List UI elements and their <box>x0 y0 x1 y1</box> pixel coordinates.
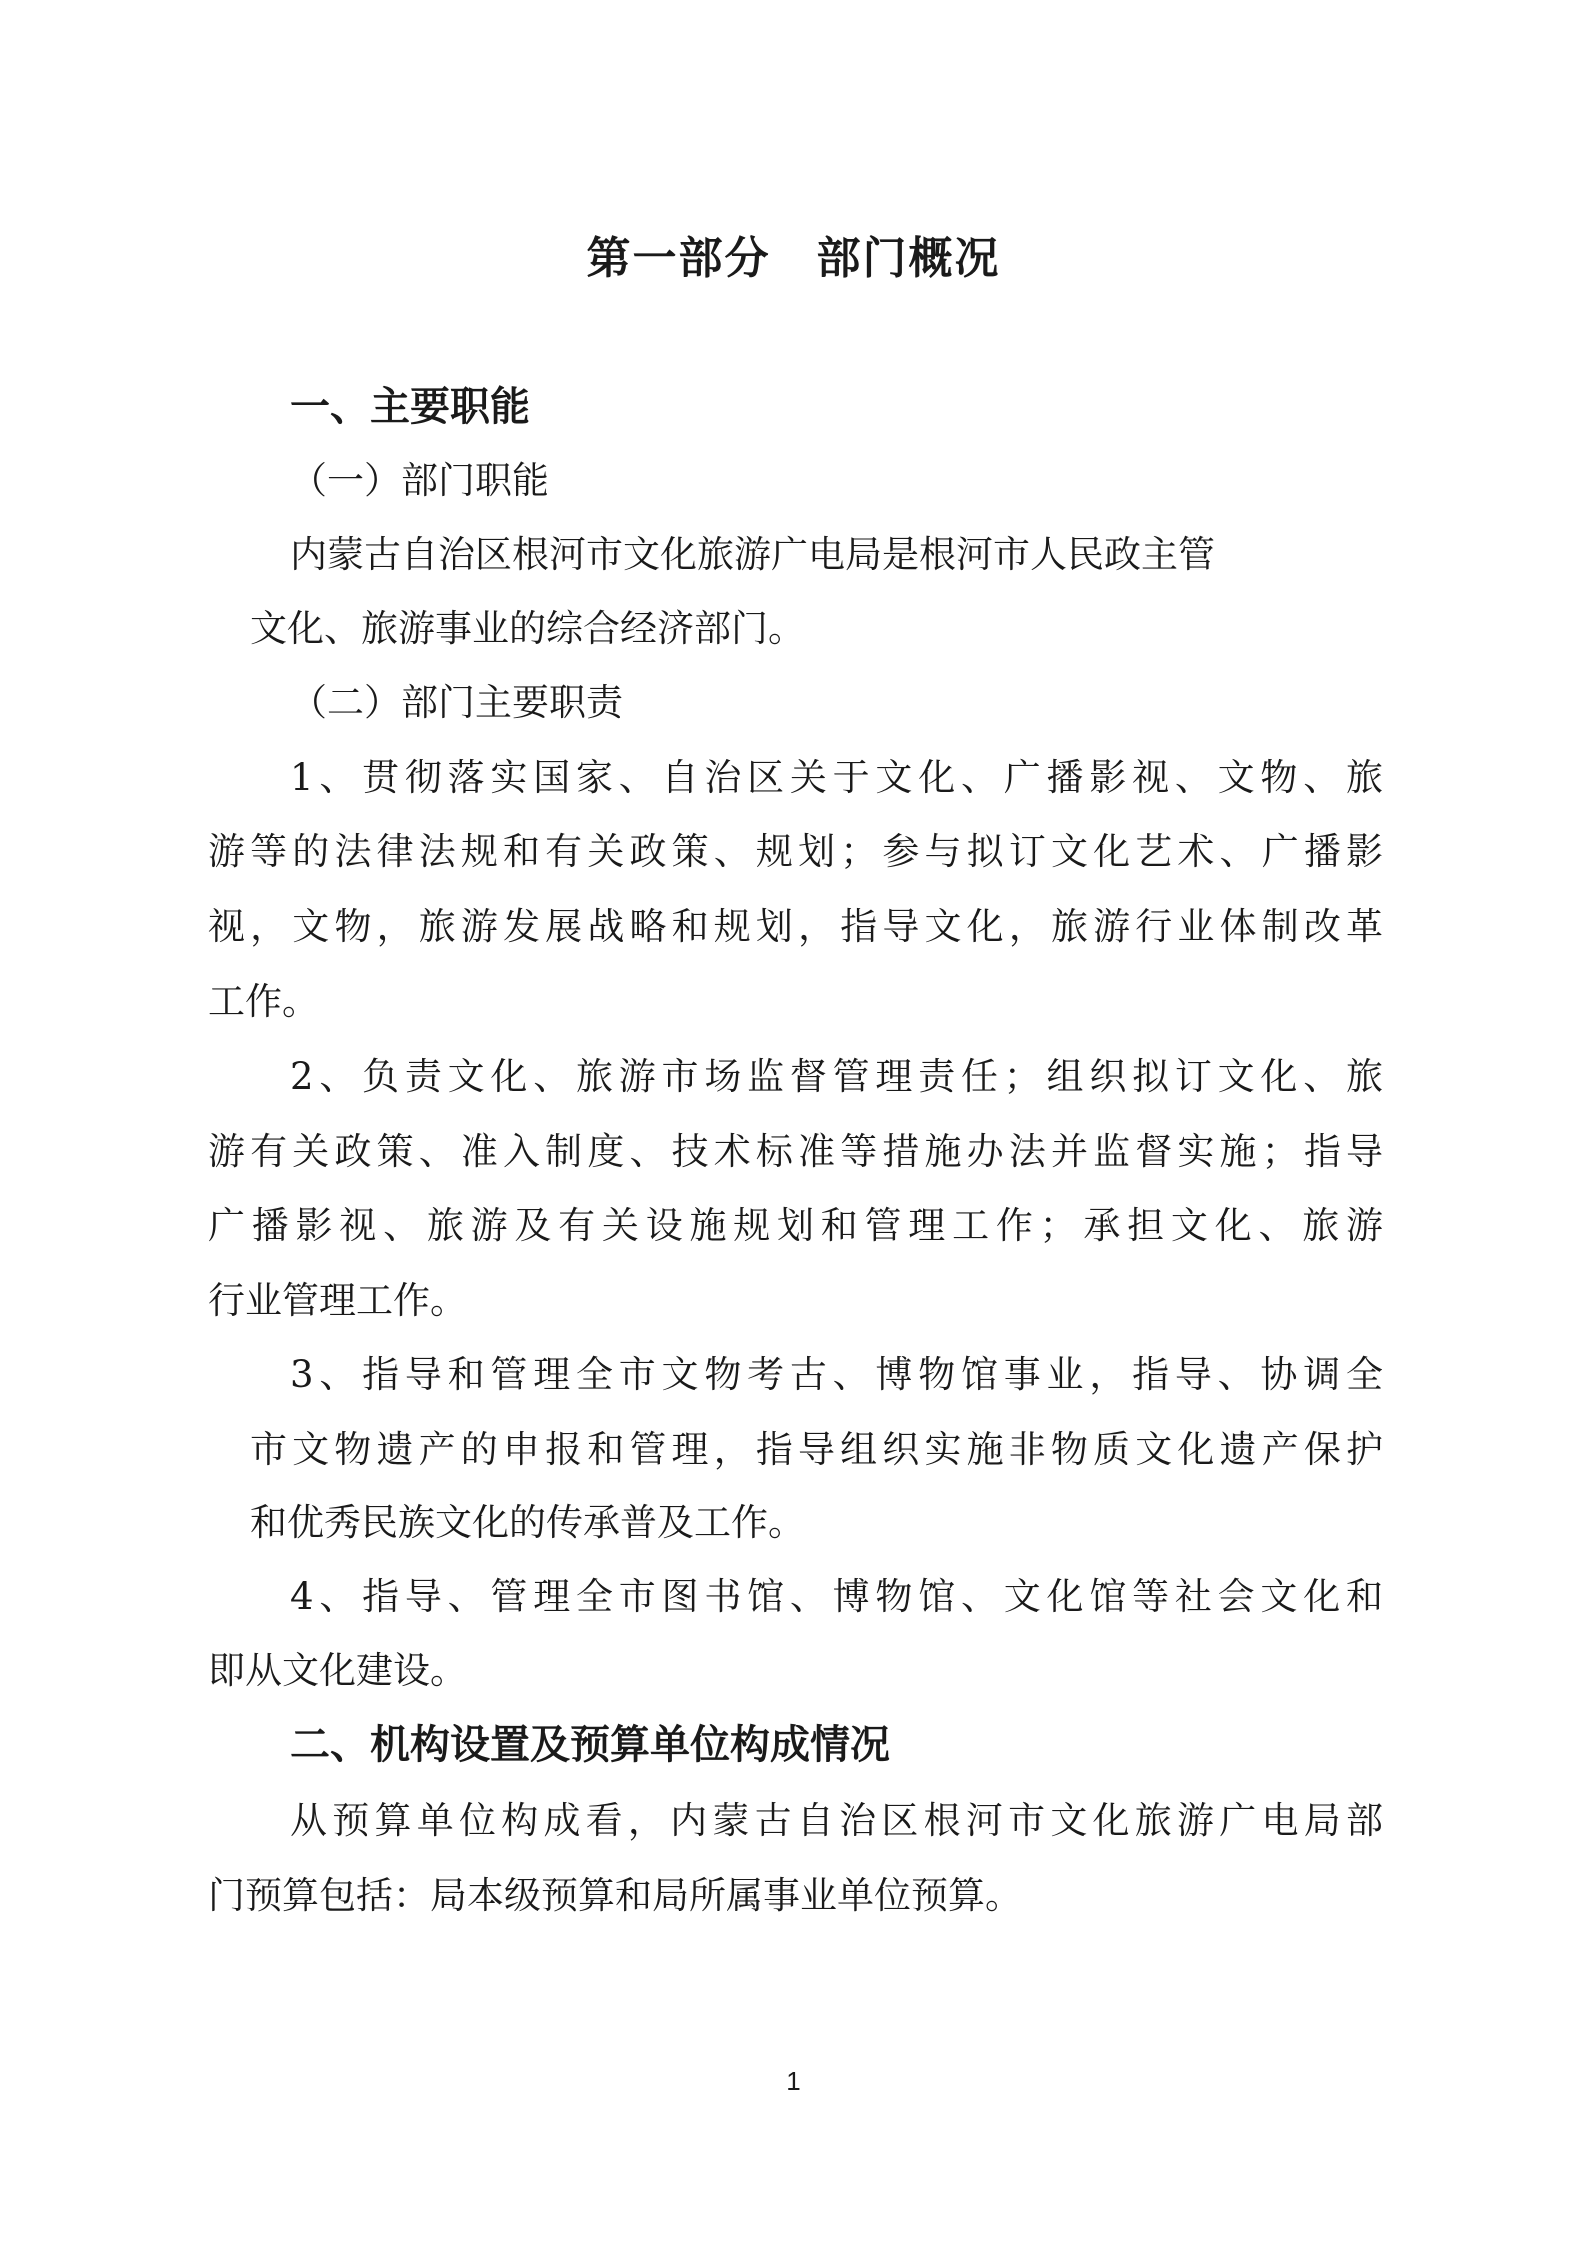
subheading-department-functions: （一）部门职能 <box>290 459 549 502</box>
paragraph-line: 3、指导和管理全市文物考古、博物馆事业，指导、协调全 <box>290 1353 1383 1396</box>
paragraph-line: 文化、旅游事业的综合经济部门。 <box>250 607 805 650</box>
paragraph-line: 视，文物，旅游发展战略和规划，指导文化，旅游行业体制改革 <box>208 905 1383 948</box>
paragraph-line: 从预算单位构成看，内蒙古自治区根河市文化旅游广电局部 <box>290 1799 1383 1842</box>
paragraph-line: 广播影视、旅游及有关设施规划和管理工作；承担文化、旅游 <box>208 1204 1383 1247</box>
section-heading-organization: 二、机构设置及预算单位构成情况 <box>290 1722 890 1768</box>
paragraph-line: 游有关政策、准入制度、技术标准等措施办法并监督实施；指导 <box>208 1130 1383 1173</box>
page-number: 1 <box>786 2066 801 2096</box>
paragraph-line: 内蒙古自治区根河市文化旅游广电局是根河市人民政主管 <box>290 533 1215 576</box>
paragraph-line: 和优秀民族文化的传承普及工作。 <box>250 1501 805 1544</box>
paragraph-line: 行业管理工作。 <box>208 1279 467 1322</box>
paragraph-line: 门预算包括：局本级预算和局所属事业单位预算。 <box>208 1874 1022 1917</box>
paragraph-line: 市文物遗产的申报和管理，指导组织实施非物质文化遗产保护 <box>250 1428 1383 1471</box>
paragraph-line: 4、指导、管理全市图书馆、博物馆、文化馆等社会文化和 <box>290 1575 1383 1618</box>
page-title: 第一部分 部门概况 <box>586 233 1001 284</box>
paragraph-line: 工作。 <box>208 980 319 1023</box>
paragraph-line: 2、负责文化、旅游市场监督管理责任；组织拟订文化、旅 <box>290 1055 1383 1098</box>
subheading-main-duties: （二）部门主要职责 <box>290 681 623 724</box>
paragraph-line: 即从文化建设。 <box>208 1649 467 1692</box>
paragraph-line: 1、贯彻落实国家、自治区关于文化、广播影视、文物、旅 <box>290 756 1383 799</box>
paragraph-line: 游等的法律法规和有关政策、规划；参与拟订文化艺术、广播影 <box>208 830 1383 873</box>
section-heading-main-functions: 一、主要职能 <box>290 384 530 430</box>
